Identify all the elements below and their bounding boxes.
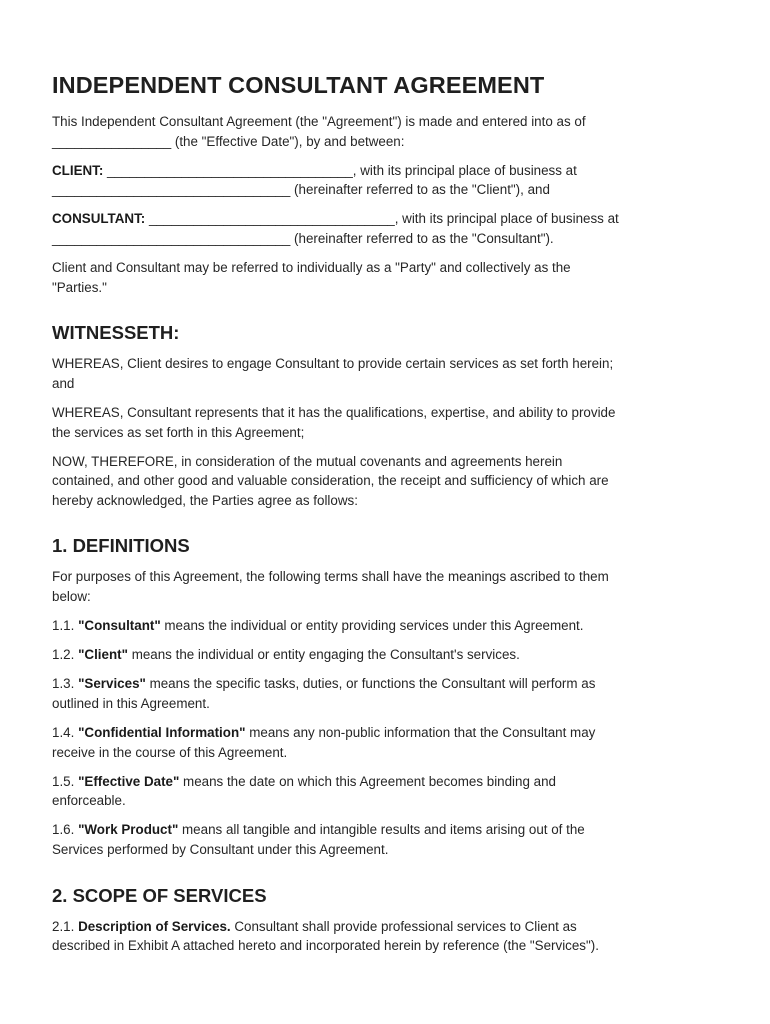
consultant-label: CONSULTANT: — [52, 211, 146, 227]
whereas-2-line-1: WHEREAS, Consultant represents that it has the qualifications, expertise, and ability to provide — [52, 404, 616, 420]
parties-line-2: "Parties." — [52, 279, 107, 295]
definitions-intro-line-1: For purposes of this Agreement, the following terms shall have the meanings ascribed to them — [52, 569, 609, 585]
intro-paragraph — [52, 112, 722, 151]
intro-line-2: ________________ (the "Effective Date"), by and between: — [52, 133, 405, 149]
document-page — [52, 70, 722, 965]
definition-term: "Effective Date" — [78, 773, 180, 789]
consultant-line-2: ________________________________ (hereinafter referred to as the "Consultant"). — [52, 230, 554, 246]
definitions-intro-line-2: below: — [52, 589, 91, 604]
definition-term: "Confidential Information" — [78, 724, 246, 740]
scope-heading: 2. SCOPE OF SERVICES — [52, 884, 267, 906]
whereas-2-line-2: the services as set forth in this Agreement; — [52, 424, 305, 440]
scope-term: Description of Services. — [78, 918, 231, 934]
witnesseth-heading: WITNESSETH: — [52, 322, 180, 344]
scope-text-continued: described in Exhibit A attached hereto and incorporated herein by reference (the "Services"). — [52, 938, 599, 954]
definition-number: 1.2. — [52, 647, 79, 663]
definition-text: means the specific tasks, duties, or functions the Consultant will perform as — [145, 676, 596, 692]
definition-text-continued: enforceable. — [52, 793, 126, 809]
definition-item — [52, 674, 722, 713]
definition-number: 1.3. — [52, 676, 79, 692]
definition-item — [52, 645, 722, 665]
definition-term: "Services" — [78, 676, 146, 692]
whereas-paragraph-1 — [52, 354, 722, 393]
definitions-heading: 1. DEFINITIONS — [52, 535, 190, 557]
parties-line-1: Client and Consultant may be referred to individually as a "Party" and collectively as the — [52, 260, 571, 276]
definition-number: 1.1. — [52, 618, 79, 634]
whereas-1-line-1: WHEREAS, Client desires to engage Consultant to provide certain services as set forth herein; — [52, 356, 614, 372]
definition-number: 1.5. — [52, 773, 79, 789]
definition-text-continued: Services performed by Consultant under this Agreement. — [52, 841, 389, 857]
parties-paragraph — [52, 258, 722, 297]
consultant-line-1: _________________________________, with its principal place of business at — [145, 211, 619, 227]
definition-term: "Work Product" — [78, 822, 179, 838]
definition-item — [52, 616, 722, 636]
now-line-1: NOW, THEREFORE, in consideration of the mutual covenants and agreements herein — [52, 453, 563, 469]
definition-text: means any non-public information that the Consultant may — [245, 724, 596, 740]
scope-number: 2.1. — [52, 918, 79, 934]
definition-text-continued: receive in the course of this Agreement. — [52, 744, 288, 760]
now-therefore-paragraph — [52, 452, 722, 511]
definition-number: 1.6. — [52, 822, 79, 838]
document-title: INDEPENDENT CONSULTANT AGREEMENT — [52, 72, 545, 98]
client-label: CLIENT: — [52, 162, 104, 178]
definition-term: "Client" — [78, 647, 128, 663]
client-line-1: _________________________________, with its principal place of business at — [103, 162, 577, 178]
definition-text: means the individual or entity engaging the Consultant's services. — [127, 647, 520, 663]
definition-text-continued: outlined in this Agreement. — [52, 695, 210, 711]
definition-term: "Consultant" — [78, 618, 161, 634]
consultant-paragraph — [52, 209, 722, 248]
scope-item — [52, 917, 722, 956]
definition-text: means all tangible and intangible results and items arising out of the — [178, 822, 585, 838]
scope-text: Consultant shall provide professional services to Client as — [230, 918, 577, 934]
definition-item — [52, 820, 722, 859]
whereas-paragraph-2 — [52, 403, 722, 442]
definition-item — [52, 772, 722, 811]
definition-number: 1.4. — [52, 724, 79, 740]
client-paragraph — [52, 161, 722, 200]
client-line-2: ________________________________ (hereinafter referred to as the "Client"), and — [52, 182, 550, 198]
now-line-2: contained, and other good and valuable consideration, the receipt and sufficiency of which are — [52, 473, 609, 489]
now-line-3: hereby acknowledged, the Parties agree as follows: — [52, 492, 358, 508]
whereas-1-line-2: and — [52, 375, 75, 391]
definition-text: means the individual or entity providing services under this Agreement. — [160, 618, 584, 634]
definition-text: means the date on which this Agreement becomes binding and — [179, 773, 556, 789]
intro-line-1: This Independent Consultant Agreement (the "Agreement") is made and entered into as of — [52, 114, 586, 129]
definitions-intro — [52, 567, 722, 606]
definition-item — [52, 723, 722, 762]
